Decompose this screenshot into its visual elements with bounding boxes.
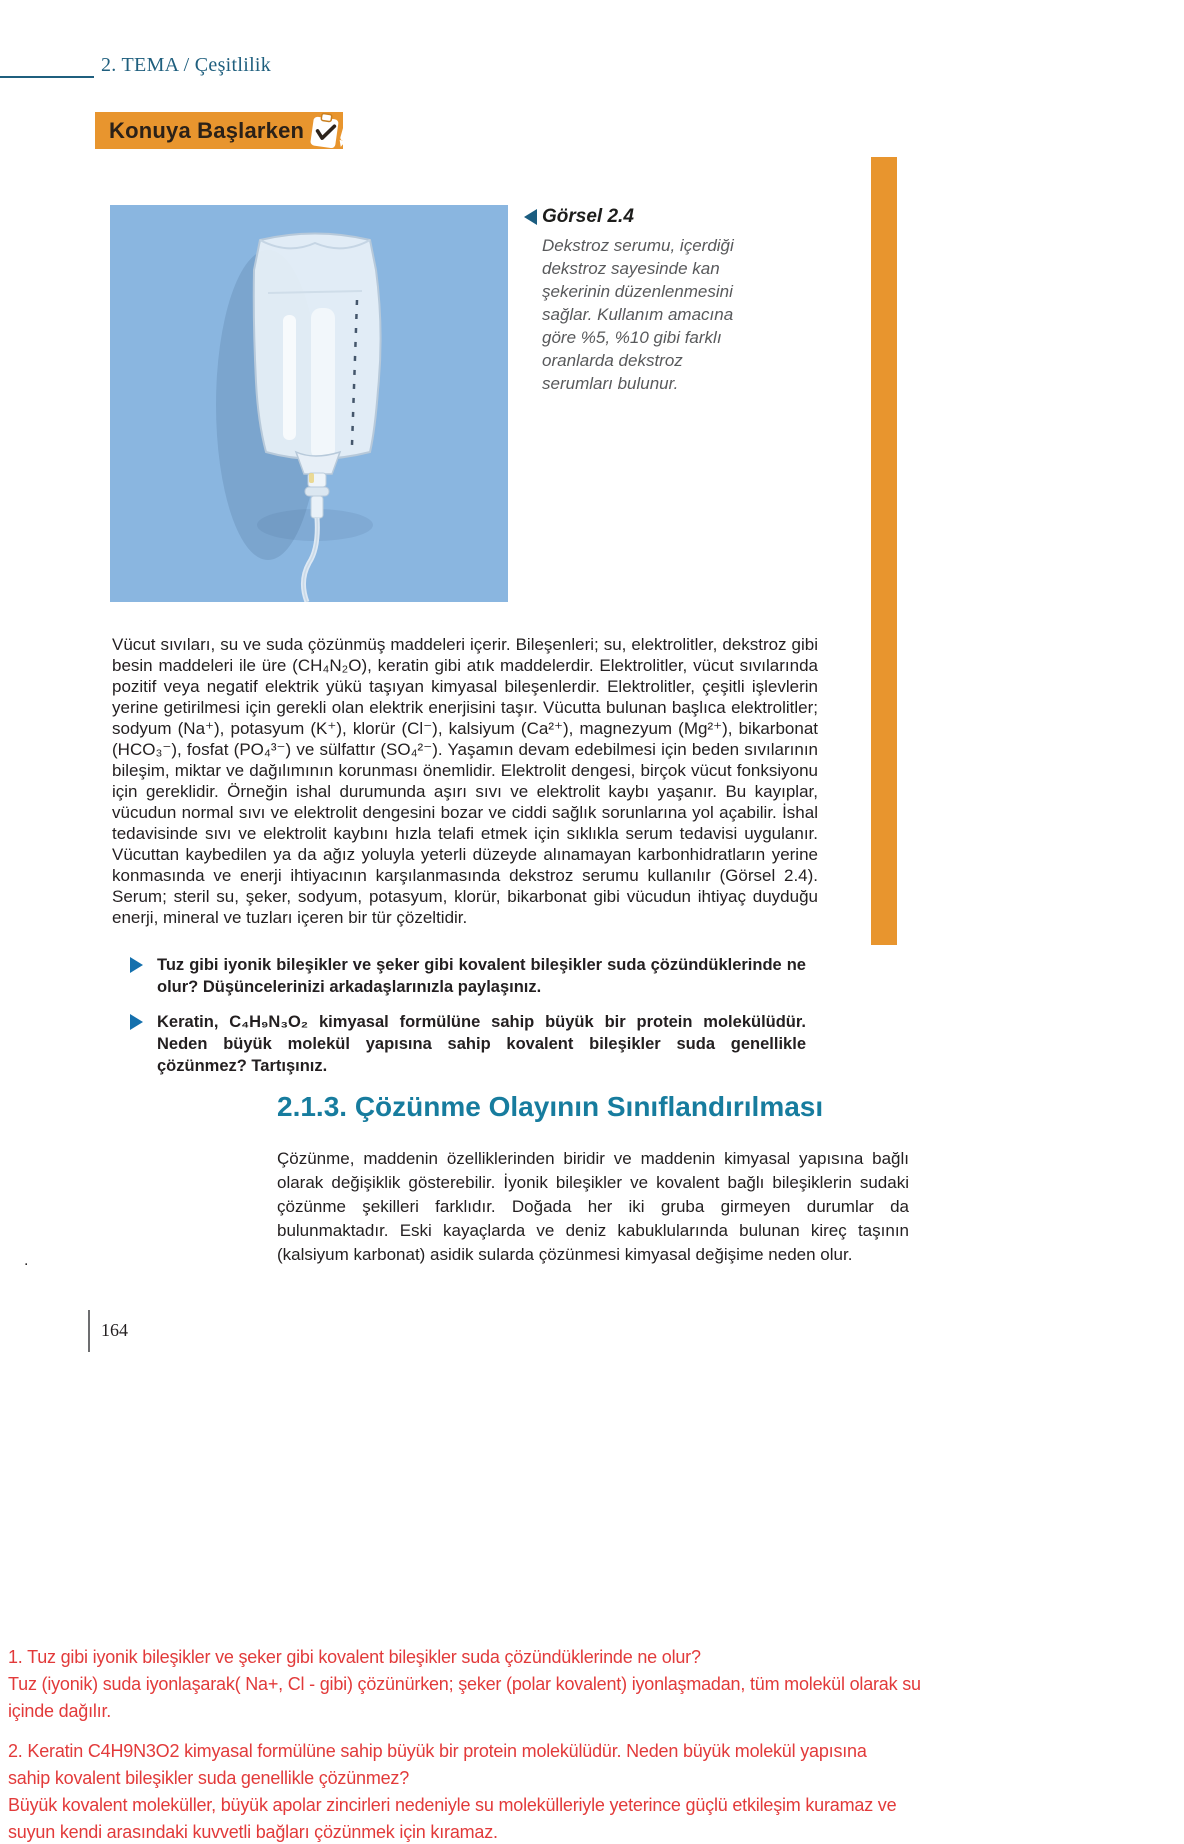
topic-banner-label: Konuya Başlarken — [109, 117, 305, 143]
caption-line: sağlar. Kullanım amacına — [542, 305, 734, 324]
theme-header: 2. TEMA / Çeşitlilik — [101, 54, 272, 76]
topic-banner — [95, 112, 343, 149]
section-heading: 2.1.3. Çözünme Olayının Sınıflandırılması — [277, 1091, 824, 1122]
triangle-right-icon — [130, 957, 143, 973]
iv-bag-illustration — [110, 205, 508, 602]
answer-block — [8, 1644, 1180, 1725]
answer-line: 1. Tuz gibi iyonik bileşikler ve şeker gibi kovalent bileşikler suda çözündüklerinde ne olur? — [8, 1647, 701, 1667]
arrow-left-icon — [524, 209, 537, 225]
figure-caption — [524, 206, 756, 395]
caption-line: oranlarda dekstroz — [542, 351, 683, 370]
page-number-rule — [88, 1310, 90, 1352]
bullet-item — [130, 1011, 806, 1077]
caption-line: Dekstroz serumu, içerdiği — [542, 236, 734, 255]
caption-line: dekstroz sayesinde kan — [542, 259, 720, 278]
figure-caption-title: Görsel 2.4 — [542, 206, 634, 227]
intro-paragraph: Vücut sıvıları, su ve suda çözünmüş maddeleri içerir. Bileşenleri; su, elektrolitler, dekstroz gibi besin maddeleri ile üre (CH₄N₂O), keratin gibi atık maddelerdir. Elektrolitler, vücut sıvılarında pozitif veya negatif elektrik yükü taşıyan kimyasal bileşenlerdir. Elektrolitler, çeşitli işlevlerin yerine getirilmesi için gerekli olan elektrik enerjisini taşır. Vücutta bulunan başlıca elektrolitler; sodyum (Na⁺), potasyum (K⁺), klorür (Cl⁻), kalsiyum (Ca²⁺), magnezyum (Mg²⁺), bikarbonat (HCO₃⁻), fosfat (PO₄³⁻) ve sülfattır (SO₄²⁻). Yaşamın devam edebilmesi için beden sıvılarının bileşim, miktar ve dağılımının korunması önemlidir. Elektrolit dengesi, birçok vücut fonksiyonu için gereklidir. Örneğin ishal durumunda aşırı sıvı ve elektrolit kaybı yaşanır. Bu kayıplar, vücudun normal sıvı ve elektrolit dengesini bozar ve ciddi sağlık sorunlarına yol açabilir. İshal tedavisinde sıvı ve elektrolit kaybını hızla telafi etmek için sıklıkla serum tedavisi uygulanır. Vücuttan kaybedilen ya da ağız yoluyla yeterli düzeyde alınamayan karbonhidratların yerine konmasında ve enerji ihtiyacının karşılanmasında dekstroz serumu kullanılır (Görsel 2.4). Serum; steril su, şeker, sodyum, potasyum, klorür, bikarbonat gibi vücudun ihtiyaç duyduğu enerji, mineral ve tuzları içeren bir tür çözeltidir. — [112, 635, 818, 927]
caption-line: serumları bulunur. — [542, 374, 679, 393]
answer-line: sahip kovalent bileşikler suda genellikle çözünmez? — [8, 1768, 410, 1788]
answer-line: Büyük kovalent moleküller, büyük apolar zincirleri nedeniyle su molekülleriyle yeterince güçlü etkileşim kuramaz ve — [8, 1795, 897, 1815]
caption-line: şekerinin düzenlenmesini — [542, 282, 733, 301]
answer-line: içinde dağılır. — [8, 1701, 112, 1721]
figure-image — [110, 205, 508, 602]
page-number: 164 — [101, 1320, 128, 1340]
bullet-text: Keratin, C₄H₉N₃O₂ kimyasal formülüne sahip büyük bir protein molekülüdür. Neden büyük molekül yapısına sahip kovalent bileşikler suda genellikle çözünmez? Tartışınız. — [157, 1013, 806, 1075]
figure-caption-head — [524, 206, 756, 228]
stray-dot: . — [24, 1252, 29, 1269]
triangle-right-icon — [130, 1014, 143, 1030]
handwritten-answers — [8, 1644, 1180, 1844]
bullet-item — [130, 954, 806, 998]
answer-line: 2. Keratin C4H9N3O2 kimyasal formülüne sahip büyük bir protein molekülüdür. Neden büyük molekül yapısına — [8, 1741, 867, 1761]
header-rule — [0, 76, 94, 78]
clipboard-check-icon — [307, 112, 355, 157]
answer-line: suyun kendi arasındaki kuvvetli bağları çözünmek için kıramaz. — [8, 1822, 498, 1842]
answer-line: Tuz (iyonik) suda iyonlaşarak( Na+, Cl - gibi) çözünürken; şeker (polar kovalent) iyonlaşmadan, tüm molekül olarak su — [8, 1674, 921, 1694]
section-paragraph: Çözünme, maddenin özelliklerinden biridir ve maddenin kimyasal yapısına bağlı olarak değişiklik gösterebilir. İyonik bileşikler ve kovalent bağlı bileşiklerin sudaki çözünme şekilleri farklıdır. Doğada her iki gruba girmeyen durumlar da bulunmaktadır. Eski kayaçlarda ve deniz kabuklularında bulunan kireç taşının (kalsiyum karbonat) asidik sularda çözünmesi kimyasal değişime neden olur. — [277, 1149, 909, 1264]
caption-line: göre %5, %10 gibi farklı — [542, 328, 722, 347]
answer-block — [8, 1738, 1180, 1844]
discussion-bullets — [130, 954, 806, 1077]
figure-caption-body — [542, 234, 756, 395]
accent-side-bar — [871, 157, 897, 945]
bullet-text: Tuz gibi iyonik bileşikler ve şeker gibi kovalent bileşikler suda çözündüklerinde ne olur? Düşüncelerinizi arkadaşlarınızla paylaşınız. — [157, 956, 806, 996]
